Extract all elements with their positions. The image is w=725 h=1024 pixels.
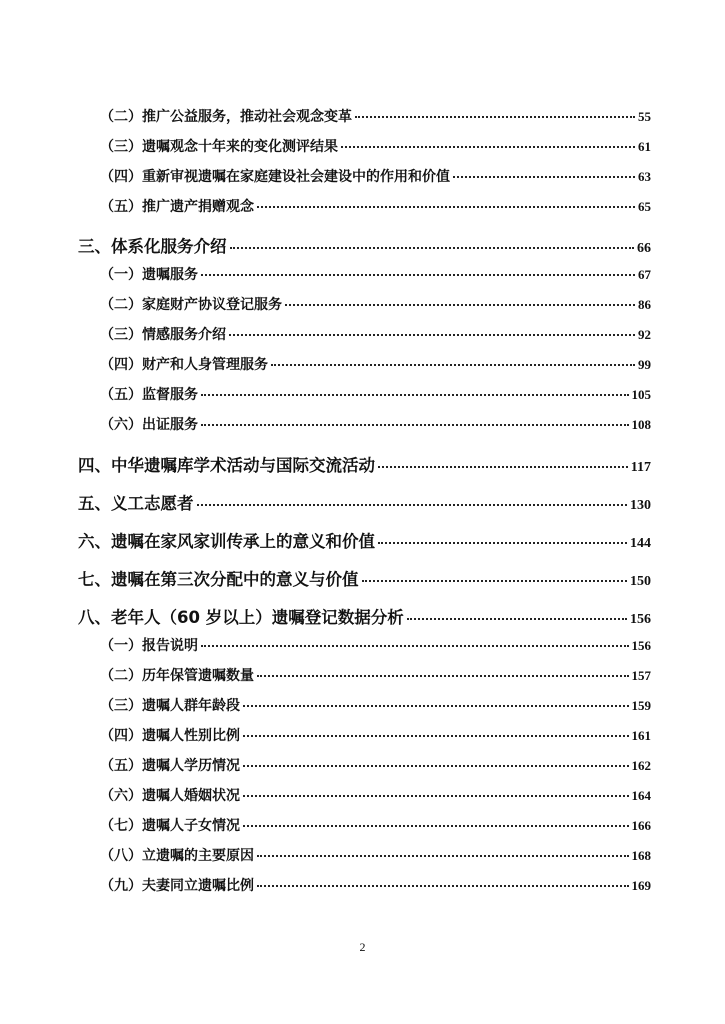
dot-leader [257, 885, 629, 887]
toc-entry-title: （二）推广公益服务，推动社会观念变革 [100, 109, 352, 125]
toc-entry-title: （五）遗嘱人学历情况 [100, 758, 240, 774]
toc-entry-page: 63 [638, 169, 651, 184]
dot-leader [243, 825, 629, 827]
toc-entry-title: 七、遗嘱在第三次分配中的意义与价值 [78, 570, 359, 589]
dot-leader [229, 334, 635, 336]
toc-entry-page: 156 [631, 638, 651, 653]
toc-entry-title: （四）重新审视遗嘱在家庭建设社会建设中的作用和价值 [100, 169, 450, 185]
dot-leader [362, 580, 628, 582]
toc-entry-title: （九）夫妻同立遗嘱比例 [100, 878, 254, 894]
toc-entry[interactable] [78, 452, 651, 476]
dot-leader [271, 364, 635, 366]
toc-entry[interactable] [100, 845, 651, 865]
toc-entry-page: 161 [631, 728, 651, 743]
toc-entry[interactable] [78, 490, 651, 514]
toc-entry-page: 166 [631, 818, 651, 833]
toc-entry[interactable] [100, 354, 651, 374]
toc-entry[interactable] [78, 233, 651, 257]
toc-entry-title: 八、老年人（60 岁以上）遗嘱登记数据分析 [78, 608, 404, 627]
toc-entry-title: （六）遗嘱人婚姻状况 [100, 788, 240, 804]
toc-entry-title: （一）报告说明 [100, 638, 198, 654]
dot-leader [201, 394, 629, 396]
dot-leader [341, 146, 635, 148]
toc-entry-title: （五）监督服务 [100, 387, 198, 403]
dot-leader [285, 304, 635, 306]
toc-entry[interactable] [100, 725, 651, 745]
toc-entry-page: 67 [638, 267, 651, 282]
toc-entry-page: 162 [631, 758, 651, 773]
toc-entry-title: 三、体系化服务介绍 [78, 237, 227, 256]
toc-entry-title: （七）遗嘱人子女情况 [100, 818, 240, 834]
toc-entry-title: （五）推广遗产捐赠观念 [100, 199, 254, 215]
toc-entry[interactable] [100, 414, 651, 434]
toc-entry-title: （四）财产和人身管理服务 [100, 357, 268, 373]
dot-leader [230, 247, 635, 249]
dot-leader [407, 618, 627, 620]
toc-entry-page: 157 [631, 668, 651, 683]
toc-entry-page: 117 [630, 460, 651, 475]
toc-entry-title: （三）遗嘱人群年龄段 [100, 698, 240, 714]
toc-entry-title: （六）出证服务 [100, 417, 198, 433]
toc-entry[interactable] [100, 875, 651, 895]
dot-leader [197, 504, 628, 506]
toc-entry-page: 164 [631, 788, 651, 803]
toc-entry[interactable] [100, 294, 651, 314]
toc-entry[interactable] [100, 106, 651, 126]
dot-leader [243, 735, 629, 737]
toc-entry-page: 86 [638, 297, 651, 312]
toc-entry[interactable] [100, 196, 651, 216]
toc-entry[interactable] [100, 665, 651, 685]
toc-entry[interactable] [100, 785, 651, 805]
dot-leader [243, 795, 629, 797]
dot-leader [243, 765, 629, 767]
dot-leader [201, 274, 635, 276]
toc-entry-page: 65 [638, 199, 651, 214]
toc-entry-page: 66 [637, 241, 651, 256]
toc-entry-title: 五、义工志愿者 [78, 494, 194, 513]
dot-leader [355, 116, 635, 118]
toc-entry[interactable] [100, 166, 651, 186]
toc-entry-title: （四）遗嘱人性别比例 [100, 728, 240, 744]
toc-entry-title: （八）立遗嘱的主要原因 [100, 848, 254, 864]
toc-entry[interactable] [100, 136, 651, 156]
dot-leader [257, 855, 629, 857]
toc-entry-page: 105 [631, 387, 651, 402]
toc-entry-page: 61 [638, 139, 651, 154]
dot-leader [201, 424, 629, 426]
toc-entry-page: 130 [630, 498, 651, 513]
dot-leader [378, 542, 627, 544]
page-number: 2 [359, 940, 366, 954]
toc-entry-title: （一）遗嘱服务 [100, 267, 198, 283]
toc-entry-title: （二）家庭财产协议登记服务 [100, 297, 282, 313]
toc-entry-title: （三）遗嘱观念十年来的变化测评结果 [100, 139, 338, 155]
toc-entry[interactable] [78, 566, 651, 590]
toc-entry[interactable] [100, 264, 651, 284]
toc-entry-page: 159 [631, 698, 651, 713]
dot-leader [243, 705, 629, 707]
toc-entry[interactable] [100, 815, 651, 835]
toc-entry-page: 92 [638, 327, 651, 342]
toc-entry-page: 156 [630, 612, 651, 627]
toc-entry[interactable] [100, 384, 651, 404]
toc-entry[interactable] [100, 324, 651, 344]
toc-entry[interactable] [78, 604, 651, 628]
toc-entry[interactable] [100, 635, 651, 655]
toc-entry-page: 144 [630, 536, 651, 551]
toc-entry-title: （三）情感服务介绍 [100, 327, 226, 343]
toc-entry-page: 168 [631, 848, 651, 863]
dot-leader [257, 206, 635, 208]
dot-leader [201, 645, 629, 647]
toc-entry-page: 55 [638, 109, 651, 124]
toc-entry-page: 150 [630, 574, 651, 589]
dot-leader [453, 176, 635, 178]
toc-entry-title: 六、遗嘱在家风家训传承上的意义和价值 [78, 532, 375, 551]
toc-entry-page: 108 [631, 417, 651, 432]
toc-entry-page: 99 [638, 357, 651, 372]
dot-leader [378, 466, 628, 468]
toc-entry-page: 169 [631, 878, 651, 893]
toc-entry[interactable] [100, 755, 651, 775]
toc-entry-title: 四、中华遗嘱库学术活动与国际交流活动 [78, 456, 375, 475]
toc-entry-title: （二）历年保管遗嘱数量 [100, 668, 254, 684]
dot-leader [257, 675, 629, 677]
toc-entry[interactable] [100, 695, 651, 715]
toc-entry[interactable] [78, 528, 651, 552]
